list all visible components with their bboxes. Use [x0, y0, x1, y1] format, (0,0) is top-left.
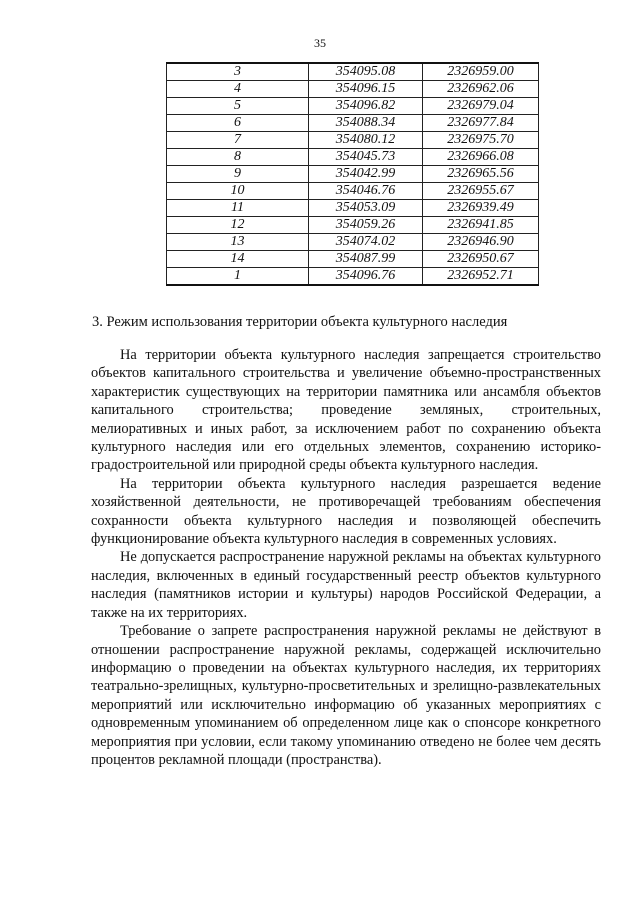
- point-number-cell: 3: [167, 63, 309, 81]
- x-coordinate-cell: 354042.99: [309, 166, 423, 183]
- x-coordinate-cell: 354088.34: [309, 115, 423, 132]
- point-number-cell: 11: [167, 200, 309, 217]
- y-coordinate-cell: 2326950.67: [423, 251, 539, 268]
- point-number-cell: 12: [167, 217, 309, 234]
- paragraph: На территории объекта культурного наследия разрешается ведение хозяйственной деятельности, не противоречащей требованиям обеспечения сохранности объекта культурного наследия и позволяющей обеспечить функционирование объекта культурного наследия в современных условиях.: [91, 475, 601, 548]
- x-coordinate-cell: 354096.82: [309, 98, 423, 115]
- point-number-cell: 13: [167, 234, 309, 251]
- coordinates-table-body: [167, 63, 539, 285]
- table-row: [167, 149, 539, 166]
- y-coordinate-cell: 2326975.70: [423, 132, 539, 149]
- paragraph: Требование о запрете распространения наружной рекламы не действуют в отношении распространение наружной рекламы, содержащей исключительно информацию о проведении на объектах культурного наследия, их территориях театрально-зрелищных, культурно-просветительных и зрелищно-развлекательных мероприятий или исключительно информацию об указанных мероприятиях с одновременным упоминанием об определенном лице как о спонсоре конкретного мероприятия при условии, если такому упоминанию отведено не более чем десять процентов рекламной площади (пространства).: [91, 623, 601, 768]
- point-number-cell: 6: [167, 115, 309, 132]
- table-row: [167, 166, 539, 183]
- y-coordinate-cell: 2326939.49: [423, 200, 539, 217]
- y-coordinate-cell: 2326979.04: [423, 98, 539, 115]
- y-coordinate-cell: 2326946.90: [423, 234, 539, 251]
- paragraph: На территории объекта культурного наследия запрещается строительство объектов капитального строительства и увеличение объемно-пространственных характеристик существующих на территории памятника или ансамбля объектов капитального строительства; проведение земляных, строительных, мелиоративных и иных работ, за исключением работ по сохранению объекта культурного наследия или его отдельных элементов, сохранению историко-градостроительной или природной среды объекта культурного наследия.: [91, 347, 601, 474]
- table-row: [167, 98, 539, 115]
- y-coordinate-cell: 2326959.00: [423, 63, 539, 81]
- y-coordinate-cell: 2326965.56: [423, 166, 539, 183]
- x-coordinate-cell: 354087.99: [309, 251, 423, 268]
- y-coordinate-cell: 2326952.71: [423, 268, 539, 286]
- x-coordinate-cell: 354096.76: [309, 268, 423, 286]
- point-number-cell: 10: [167, 183, 309, 200]
- section-body: [91, 346, 601, 769]
- table-row: [167, 81, 539, 98]
- page-number: 35: [314, 36, 326, 50]
- section-heading: 3. Режим использования территории объекта культурного наследия: [92, 314, 508, 330]
- point-number-cell: 1: [167, 268, 309, 286]
- x-coordinate-cell: 354053.09: [309, 200, 423, 217]
- point-number-cell: 4: [167, 81, 309, 98]
- table-row: [167, 183, 539, 200]
- point-number-cell: 14: [167, 251, 309, 268]
- y-coordinate-cell: 2326977.84: [423, 115, 539, 132]
- table-row: [167, 115, 539, 132]
- table-row: [167, 200, 539, 217]
- x-coordinate-cell: 354046.76: [309, 183, 423, 200]
- table-row: [167, 217, 539, 234]
- point-number-cell: 7: [167, 132, 309, 149]
- table-row: [167, 268, 539, 286]
- y-coordinate-cell: 2326966.08: [423, 149, 539, 166]
- x-coordinate-cell: 354045.73: [309, 149, 423, 166]
- point-number-cell: 9: [167, 166, 309, 183]
- y-coordinate-cell: 2326962.06: [423, 81, 539, 98]
- table-row: [167, 63, 539, 81]
- paragraph: Не допускается распространение наружной рекламы на объектах культурного наследия, включенных в единый государственный реестр объектов культурного наследия (памятников истории и культуры) народов Российской Федерации, а также на их территориях.: [91, 549, 601, 621]
- point-number-cell: 5: [167, 98, 309, 115]
- y-coordinate-cell: 2326941.85: [423, 217, 539, 234]
- table-row: [167, 132, 539, 149]
- table-row: [167, 251, 539, 268]
- x-coordinate-cell: 354096.15: [309, 81, 423, 98]
- x-coordinate-cell: 354080.12: [309, 132, 423, 149]
- x-coordinate-cell: 354059.26: [309, 217, 423, 234]
- y-coordinate-cell: 2326955.67: [423, 183, 539, 200]
- x-coordinate-cell: 354095.08: [309, 63, 423, 81]
- table-row: [167, 234, 539, 251]
- point-number-cell: 8: [167, 149, 309, 166]
- coordinates-table: [166, 62, 539, 286]
- x-coordinate-cell: 354074.02: [309, 234, 423, 251]
